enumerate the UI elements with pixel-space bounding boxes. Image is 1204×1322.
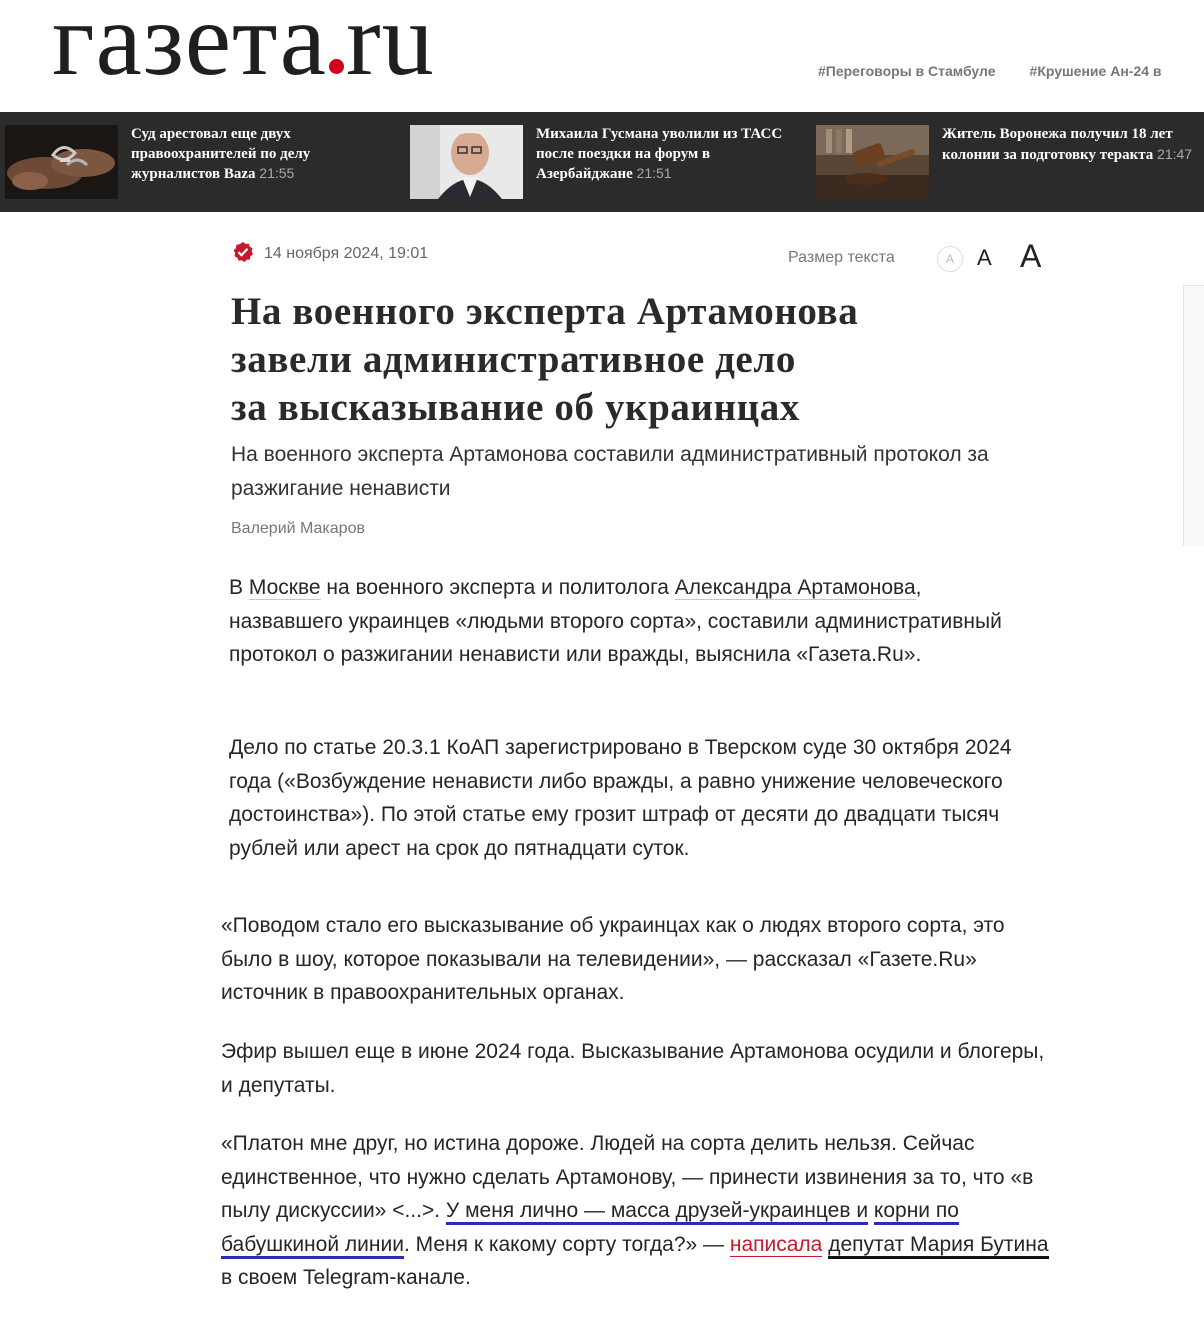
article-paragraph: Эфир вышел еще в июне 2024 года. Высказывание Артамонова осудили и блогеры, и депутаты. xyxy=(221,1040,1045,1097)
link-telegram-post[interactable]: написала xyxy=(729,1232,823,1256)
text-span: . Меня к какому сорту тогда?» — xyxy=(403,1232,730,1256)
text-size-label: Размер текста xyxy=(788,249,895,266)
text-size-medium-button[interactable]: A xyxy=(977,245,992,270)
text-span: «Платон мне друг, но истина дороже. Людей на сорта делить нельзя. Сейчас единственное, что нужно сделать Артамонову, — принести извинения за то, что «в пылу дискуссии» <...>. xyxy=(221,1132,1034,1222)
logo-dot xyxy=(329,59,344,74)
article-quote: «Поводом стало его высказывание об украинцах как о людях второго сорта, это было в шоу, которое показывали на телевидении», — рассказал «Газете.Ru» источник в правоохранительных органах. xyxy=(221,914,1005,1004)
site-logo[interactable] xyxy=(52,0,435,97)
article-title xyxy=(231,288,1031,432)
article-paragraph xyxy=(229,571,1019,672)
news-thumbnail-handcuffs xyxy=(5,125,118,199)
article-subtitle: На военного эксперта Артамонова составили административный протокол за разжигание ненависти xyxy=(231,443,989,500)
news-time: 21:55 xyxy=(259,165,295,181)
news-time: 21:51 xyxy=(636,165,672,181)
hashtag-bar xyxy=(818,63,1204,79)
article-author[interactable]: Валерий Макаров xyxy=(231,520,365,537)
highlighted-text: У меня лично — масса друзей-украинцев и xyxy=(446,1199,868,1225)
title-line: На военного эксперта Артамонова xyxy=(231,290,859,333)
link-moscow[interactable]: Москве xyxy=(248,576,321,599)
news-strip xyxy=(0,112,1204,212)
text-size-large-button[interactable]: A xyxy=(1020,238,1042,274)
title-line: завели административное дело xyxy=(231,338,796,381)
hashtag-link[interactable]: #Крушение Ан-24 в xyxy=(1029,63,1162,79)
text-size-small-button[interactable]: A xyxy=(937,246,963,272)
text-span: , назвавшего украинцев «людьми второго сорта», составили административный протокол о разжигании ненависти или вражды, выяснила «Газета.Ru». xyxy=(229,576,1002,666)
highlighted-text: корни по бабушкиной линии xyxy=(221,1199,959,1259)
text-span: в своем Telegram-канале. xyxy=(221,1266,471,1289)
logo-domain: ru xyxy=(345,0,435,97)
title-line: за высказывание об украинцах xyxy=(231,386,800,429)
link-artamonov[interactable]: Александра Артамонова xyxy=(674,576,916,599)
highlighted-text: депутат Мария Бутина xyxy=(828,1233,1048,1259)
news-headline-text: Суд арестовал еще двух правоохранителей по делу журналистов Baza xyxy=(131,126,311,182)
side-panel-edge xyxy=(1183,285,1204,546)
article-date-text: 14 ноября 2024, 19:01 xyxy=(264,245,429,262)
news-headline-text: Михаила Гусмана уволили из ТАСС после поездки на форум в Азербайджане xyxy=(536,126,783,182)
article-paragraph: Дело по статье 20.3.1 КоАП зарегистрировано в Тверском суде 30 октября 2024 года («Возбуждение ненависти либо вражды, а равно унижение человеческого достоинства»). По этой статье ему грозит штраф от десяти до двадцати тысяч рублей или арест на срок до пятнадцати суток. xyxy=(229,736,1012,860)
news-headline[interactable] xyxy=(131,125,383,185)
news-headline[interactable] xyxy=(536,125,788,185)
news-time: 21:47 xyxy=(1157,145,1193,162)
logo-text: газета xyxy=(52,0,327,97)
news-thumbnail-portrait xyxy=(410,125,523,199)
news-headline[interactable] xyxy=(942,125,1194,165)
hashtag-link[interactable]: #Переговоры в Стамбуле xyxy=(818,63,996,79)
verified-badge-icon xyxy=(232,241,254,263)
news-headline-text: Житель Воронежа получил 18 лет колонии за подготовку теракта xyxy=(942,126,1173,163)
text-span: на военного эксперта и политолога xyxy=(320,576,675,599)
text-span: В xyxy=(229,576,249,599)
article-quote xyxy=(221,1127,1056,1295)
article-date xyxy=(232,241,428,263)
news-thumbnail-gavel xyxy=(816,125,929,199)
